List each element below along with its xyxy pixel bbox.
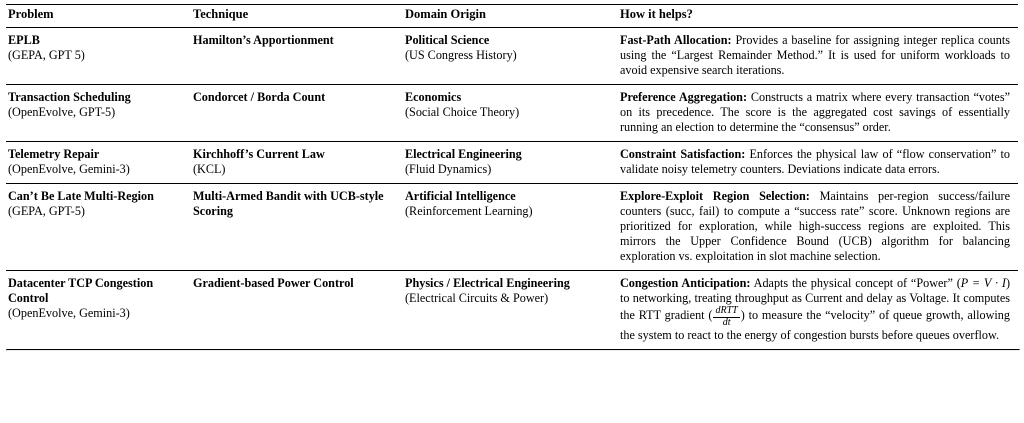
domain-title: Physics / Electrical Engineering bbox=[405, 276, 570, 290]
cell-how-it-helps bbox=[618, 85, 1018, 142]
helps-body-part-1: Adapts the physical concept of “Power” ( bbox=[750, 276, 961, 290]
table-sheet bbox=[0, 4, 1024, 423]
cell-problem bbox=[6, 271, 191, 350]
cell-technique bbox=[191, 85, 403, 142]
cell-how-it-helps bbox=[618, 184, 1018, 271]
problem-title: Can’t Be Late Multi-Region bbox=[8, 189, 154, 203]
domain-title: Artificial Intelligence bbox=[405, 189, 516, 203]
domain-subtitle: (Reinforcement Learning) bbox=[405, 204, 533, 218]
problem-title: Datacenter TCP Congestion Control bbox=[8, 276, 154, 305]
technique-title: Hamilton’s Apportionment bbox=[193, 33, 334, 47]
helps-lead: Preference Aggregation: bbox=[620, 90, 748, 104]
table-body bbox=[6, 28, 1018, 350]
column-header-technique: Technique bbox=[191, 5, 403, 28]
problem-subtitle: (GEPA, GPT 5) bbox=[8, 48, 85, 62]
domain-title: Economics bbox=[405, 90, 462, 104]
fraction-numerator: dRTT bbox=[715, 305, 738, 316]
helps-lead: Constraint Satisfaction: bbox=[620, 147, 746, 161]
cell-technique bbox=[191, 142, 403, 184]
technique-title: Condorcet / Borda Count bbox=[193, 90, 326, 104]
domain-title: Political Science bbox=[405, 33, 490, 47]
fraction-denominator: dt bbox=[722, 316, 731, 328]
problem-title: Transaction Scheduling bbox=[8, 90, 131, 104]
comparison-table bbox=[6, 4, 1018, 349]
domain-subtitle: (US Congress History) bbox=[405, 48, 517, 62]
cell-domain-origin bbox=[403, 271, 618, 350]
domain-subtitle: (Fluid Dynamics) bbox=[405, 162, 492, 176]
problem-subtitle: (OpenEvolve, Gemini-3) bbox=[8, 162, 130, 176]
cell-domain-origin bbox=[403, 85, 618, 142]
column-header-domain-origin: Domain Origin bbox=[403, 5, 618, 28]
column-header-problem: Problem bbox=[6, 5, 191, 28]
problem-subtitle: (OpenEvolve, GPT-5) bbox=[8, 105, 116, 119]
table-row bbox=[6, 184, 1018, 271]
cell-domain-origin bbox=[403, 142, 618, 184]
cell-problem bbox=[6, 184, 191, 271]
cell-technique bbox=[191, 271, 403, 350]
table-row bbox=[6, 28, 1018, 85]
domain-title: Electrical Engineering bbox=[405, 147, 522, 161]
table-header bbox=[6, 5, 1018, 28]
helps-lead: Fast-Path Allocation: bbox=[620, 33, 732, 47]
cell-problem bbox=[6, 85, 191, 142]
technique-subtitle: (KCL) bbox=[193, 162, 226, 176]
cell-technique bbox=[191, 184, 403, 271]
power-formula: P = V · I bbox=[960, 276, 1006, 290]
cell-problem bbox=[6, 142, 191, 184]
rtt-gradient-fraction bbox=[713, 306, 739, 328]
cell-domain-origin bbox=[403, 184, 618, 271]
problem-subtitle: (OpenEvolve, Gemini-3) bbox=[8, 306, 130, 320]
cell-domain-origin bbox=[403, 28, 618, 85]
column-header-how-it-helps: How it helps? bbox=[618, 5, 1018, 28]
domain-subtitle: (Electrical Circuits & Power) bbox=[405, 291, 549, 305]
problem-title: EPLB bbox=[8, 33, 40, 47]
cell-how-it-helps bbox=[618, 271, 1018, 350]
cell-technique bbox=[191, 28, 403, 85]
domain-subtitle: (Social Choice Theory) bbox=[405, 105, 520, 119]
helps-body-part-3: ) to measure the “velocity” of queue growth, allowing the system to react to the energy of congestion bursts before queues overflow. bbox=[620, 308, 1010, 342]
cell-problem bbox=[6, 28, 191, 85]
technique-title: Kirchhoff’s Current Law bbox=[193, 147, 325, 161]
table-row bbox=[6, 142, 1018, 184]
cell-how-it-helps bbox=[618, 142, 1018, 184]
problem-subtitle: (GEPA, GPT-5) bbox=[8, 204, 85, 218]
table-row bbox=[6, 85, 1018, 142]
technique-title: Multi-Armed Bandit with UCB-style Scoring bbox=[193, 189, 384, 218]
technique-title: Gradient-based Power Control bbox=[193, 276, 354, 290]
table-bottom-rule bbox=[6, 349, 1020, 351]
helps-lead: Congestion Anticipation: bbox=[620, 276, 751, 290]
helps-body: Enforces the physical law of “flow conservation” to validate noisy telemetry counters. Deviations indicate data errors. bbox=[620, 147, 1010, 176]
table-row bbox=[6, 271, 1018, 350]
helps-body: Provides a baseline for assigning integer replica counts using the “Largest Remainder Method.” It is used for uniform workloads to avoid expensive search iterations. bbox=[620, 33, 1010, 77]
table-header-row bbox=[6, 5, 1018, 28]
helps-body-part-2: ) to networking, treating throughput as Current and delay as Voltage. It computes the RTT gradient ( bbox=[620, 276, 1010, 322]
cell-how-it-helps bbox=[618, 28, 1018, 85]
helps-body: Constructs a matrix where every transaction “votes” on its precedence. The score is the aggregated cost savings of essentially running an election to determine the “consensus” order. bbox=[620, 90, 1010, 134]
helps-lead: Explore-Exploit Region Selection: bbox=[620, 189, 810, 203]
helps-body: Maintains per-region success/failure counters (succ, fail) to compute a “success rate” score. Unknown regions are prioritized for exploration, while high-success regions are exploited. This mirrors the Upper Confidence Bound (UCB) algorithm for balancing exploration vs. exploitation in slot machine selection. bbox=[620, 189, 1010, 263]
problem-title: Telemetry Repair bbox=[8, 147, 100, 161]
